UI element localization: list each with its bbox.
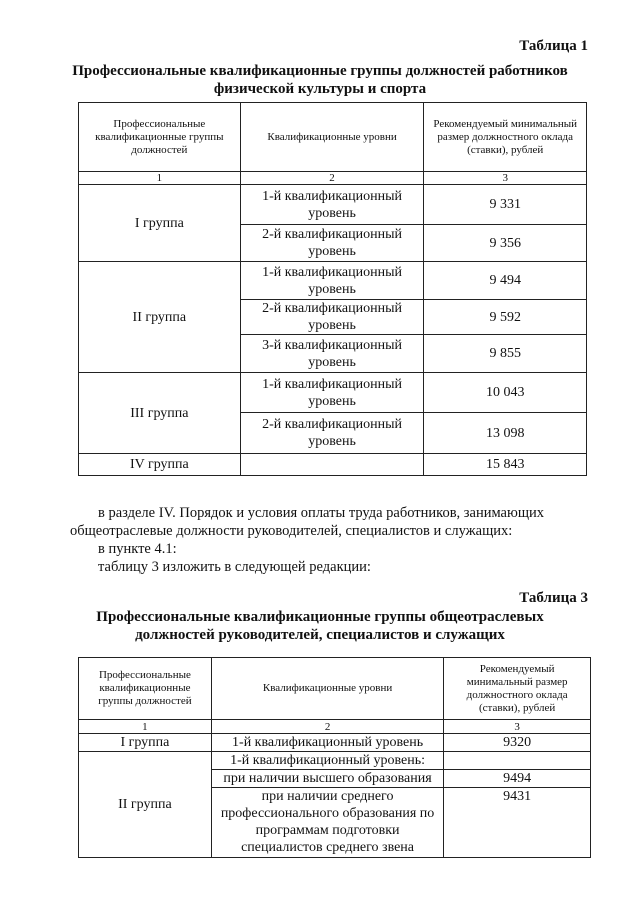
level-cell: 3-й квалификационный уровень: [240, 335, 424, 373]
salary-cell: 15 843: [424, 454, 587, 476]
table-row: [79, 734, 591, 752]
table3-header-group: Профессиональные квалификационные группы должностей: [79, 658, 212, 720]
level-cell: 2-й квалификационный уровень: [240, 413, 424, 454]
table1-header-level: Квалификационные уровни: [240, 103, 424, 172]
table3-label: Таблица 3: [519, 590, 588, 606]
salary-cell: 9320: [444, 734, 591, 752]
table3-header-salary: Рекомендуемый минимальный размер должностного оклада (ставки), рублей: [444, 658, 591, 720]
body-paragraph: в пункте 4.1:: [98, 541, 177, 557]
level-cell: 2-й квалификационный уровень: [240, 225, 424, 262]
table3-colnum-row: [79, 720, 591, 734]
table-row: [79, 454, 587, 476]
table1-label: Таблица 1: [519, 38, 588, 54]
table1-title-line1: Профессиональные квалификационные группы должностей работников: [72, 63, 568, 79]
table3-colnum: 1: [79, 720, 212, 734]
table3-colnum: 2: [211, 720, 443, 734]
body-paragraph: в разделе IV. Порядок и условия оплаты труда работников, занимающих общеотраслевые должности руководителей, специалистов и служащих:: [70, 505, 545, 539]
table-row: [79, 185, 587, 225]
level-cell: [240, 454, 424, 476]
table3-header-row: [79, 658, 591, 720]
table1-colnum: 3: [424, 172, 587, 185]
group-name: II группа: [79, 262, 241, 373]
salary-cell: 9 592: [424, 300, 587, 335]
group-name: III группа: [79, 373, 241, 454]
salary-cell: 10 043: [424, 373, 587, 413]
group-name: II группа: [79, 752, 212, 858]
body-paragraph: таблицу 3 изложить в следующей редакции:: [98, 559, 371, 575]
level-cell: при наличии среднего профессионального образования по программам подготовки специалистов среднего звена: [211, 788, 443, 858]
level-cell: 2-й квалификационный уровень: [240, 300, 424, 335]
table1-colnum: 1: [79, 172, 241, 185]
level-cell: 1-й квалификационный уровень: [240, 185, 424, 225]
table-row: [79, 262, 587, 300]
table3-colnum: 3: [444, 720, 591, 734]
salary-cell: 9494: [444, 770, 591, 788]
level-cell: 1-й квалификационный уровень: [240, 373, 424, 413]
salary-cell: 13 098: [424, 413, 587, 454]
table1: [78, 102, 587, 476]
group-name: I группа: [79, 734, 212, 752]
group-name: I группа: [79, 185, 241, 262]
table-row: [79, 752, 591, 770]
table1-title-line2: физической культуры и спорта: [213, 81, 427, 97]
level-cell: при наличии высшего образования: [211, 770, 443, 788]
table3-title: [0, 608, 640, 644]
salary-cell: 9431: [444, 788, 591, 858]
level-cell: 1-й квалификационный уровень: [211, 734, 443, 752]
table1-title: [0, 62, 640, 98]
salary-cell: 9 331: [424, 185, 587, 225]
table1-colnum-row: [79, 172, 587, 185]
table3-title-line1: Профессиональные квалификационные группы общеотраслевых: [96, 609, 544, 625]
table1-header-row: [79, 103, 587, 172]
group-name: IV группа: [79, 454, 241, 476]
salary-cell: 9 855: [424, 335, 587, 373]
table1-header-salary: Рекомендуемый минимальный размер должностного оклада (ставки), рублей: [424, 103, 587, 172]
table1-header-group: Профессиональные квалификационные группы должностей: [79, 103, 241, 172]
salary-cell: 9 494: [424, 262, 587, 300]
table-row: [79, 373, 587, 413]
table3-header-level: Квалификационные уровни: [211, 658, 443, 720]
level-cell: 1-й квалификационный уровень: [240, 262, 424, 300]
level-cell: 1-й квалификационный уровень:: [211, 752, 443, 770]
salary-cell: [444, 752, 591, 770]
table1-colnum: 2: [240, 172, 424, 185]
salary-cell: 9 356: [424, 225, 587, 262]
table3-title-line2: должностей руководителей, специалистов и служащих: [135, 627, 505, 643]
table3: [78, 657, 591, 858]
